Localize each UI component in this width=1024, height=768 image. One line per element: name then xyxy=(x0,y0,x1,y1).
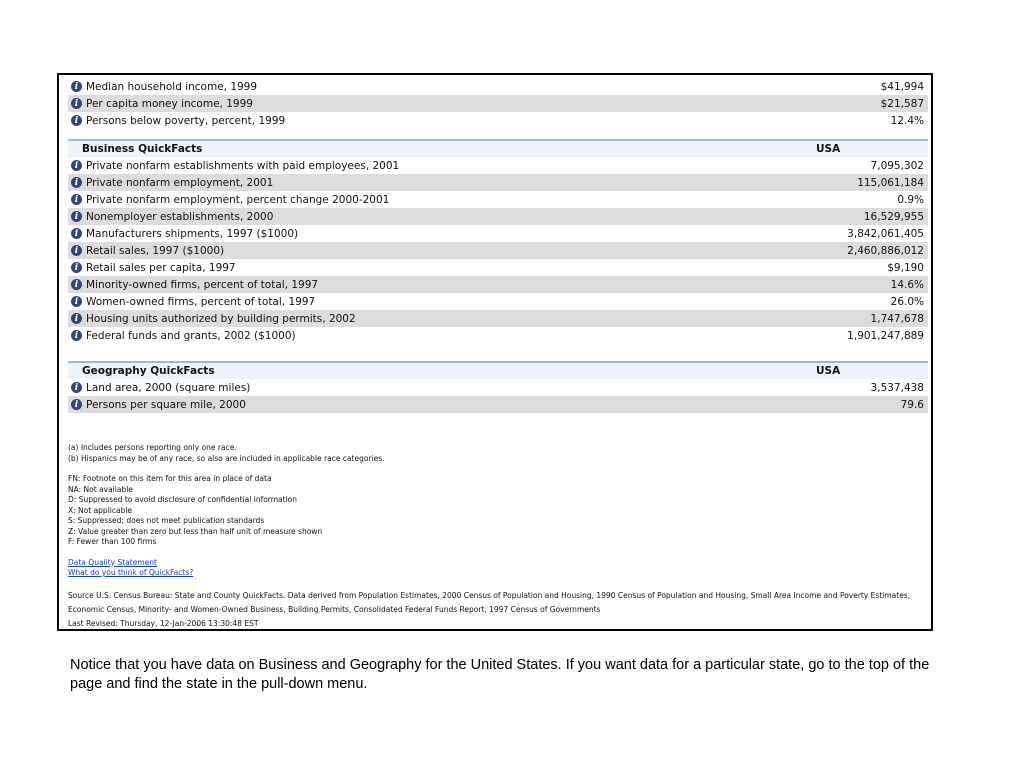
row-value: 79.6 xyxy=(900,398,924,411)
row-value: 12.4% xyxy=(890,114,924,127)
business-rows xyxy=(68,157,928,344)
row-value: 115,061,184 xyxy=(857,176,924,189)
table-row xyxy=(68,174,928,191)
table-row xyxy=(68,95,928,112)
row-value: 2,460,886,012 xyxy=(847,244,924,257)
note-line: NA: Not available xyxy=(68,484,133,494)
note-line: Z: Value greater than zero but less than half unit of measure shown xyxy=(68,526,323,536)
table-row xyxy=(68,310,928,327)
table-row xyxy=(68,78,928,95)
info-icon[interactable]: i xyxy=(71,313,82,324)
note-line: (a) Includes persons reporting only one race. xyxy=(68,443,237,452)
row-label: Persons per square mile, 2000 xyxy=(86,398,246,411)
info-icon[interactable]: i xyxy=(71,262,82,273)
table-row xyxy=(68,396,928,413)
source-line: Economic Census, Minority- and Women-Owned Business, Building Permits, Consolidated Federal Funds Report, 1997 Census of Governments xyxy=(68,604,601,614)
table-row xyxy=(68,157,928,174)
table-row xyxy=(68,225,928,242)
table-row xyxy=(68,112,928,129)
info-icon[interactable]: i xyxy=(71,296,82,307)
note-line: X: Not applicable xyxy=(68,505,133,515)
data-quality-statement-link[interactable]: Data Quality Statement xyxy=(68,557,157,567)
row-label: Persons below poverty, percent, 1999 xyxy=(86,114,286,127)
row-label: Land area, 2000 (square miles) xyxy=(86,381,251,394)
info-icon[interactable]: i xyxy=(71,160,82,171)
info-icon[interactable]: i xyxy=(71,245,82,256)
code-legend xyxy=(68,474,928,548)
row-value: 1,747,678 xyxy=(870,312,924,325)
info-icon[interactable]: i xyxy=(71,279,82,290)
feedback-link[interactable]: What do you think of QuickFacts? xyxy=(68,568,194,577)
table-row xyxy=(68,293,928,310)
info-icon[interactable]: i xyxy=(71,194,82,205)
info-icon[interactable]: i xyxy=(71,228,82,239)
row-value: 3,842,061,405 xyxy=(847,227,924,240)
business-quickfacts-header xyxy=(68,139,928,157)
table-row xyxy=(68,191,928,208)
table-row xyxy=(68,379,928,396)
info-icon[interactable]: i xyxy=(71,177,82,188)
info-icon[interactable]: i xyxy=(71,115,82,126)
note-line: (b) Hispanics may be of any race, so also are included in applicable race categories. xyxy=(68,453,385,463)
row-label: Retail sales per capita, 1997 xyxy=(86,261,236,274)
race-notes xyxy=(68,443,928,464)
row-label: Retail sales, 1997 ($1000) xyxy=(86,244,225,257)
info-icon[interactable]: i xyxy=(71,382,82,393)
geography-quickfacts-header xyxy=(68,361,928,379)
quickfacts-screenshot-frame xyxy=(57,73,933,631)
row-label: Minority-owned firms, percent of total, 1997 xyxy=(86,278,319,291)
section-title: Business QuickFacts xyxy=(82,143,203,155)
info-icon[interactable]: i xyxy=(71,330,82,341)
row-value: 14.6% xyxy=(890,278,924,291)
section-title: Geography QuickFacts xyxy=(82,365,215,377)
row-label: Private nonfarm establishments with paid employees, 2001 xyxy=(86,159,400,172)
note-line: F: Fewer than 100 firms xyxy=(68,537,157,546)
table-row xyxy=(68,327,928,344)
row-label: Per capita money income, 1999 xyxy=(86,97,253,110)
slide-caption: Notice that you have data on Business and Geography for the United States. If you want data for a particular state, go to the top of the page and find the state in the pull-down menu. xyxy=(70,657,930,692)
links xyxy=(68,558,928,579)
row-value: 0.9% xyxy=(897,193,924,206)
info-icon[interactable]: i xyxy=(71,81,82,92)
info-icon[interactable]: i xyxy=(71,211,82,222)
row-value: 16,529,955 xyxy=(863,210,924,223)
table-row xyxy=(68,208,928,225)
row-label: Private nonfarm employment, 2001 xyxy=(86,176,274,189)
table-row xyxy=(68,276,928,293)
footnotes xyxy=(68,443,928,631)
row-value: $41,994 xyxy=(880,80,924,93)
note-line: S: Suppressed; does not meet publication standards xyxy=(68,516,265,525)
source-line: Source U.S. Census Bureau: State and County QuickFacts. Data derived from Population Estimates, 2000 Census of Population and Housing, 1990 Census of Population and Housing, Small Area Income and Poverty Estimates, xyxy=(68,590,911,600)
row-value: $9,190 xyxy=(887,261,924,274)
row-value: 7,095,302 xyxy=(870,159,924,172)
row-label: Manufacturers shipments, 1997 ($1000) xyxy=(86,227,299,240)
column-header-usa: USA xyxy=(816,143,841,155)
row-label: Nonemployer establishments, 2000 xyxy=(86,210,274,223)
table-row xyxy=(68,242,928,259)
table-row xyxy=(68,259,928,276)
income-rows xyxy=(68,78,928,129)
quickfacts-table xyxy=(68,78,928,631)
row-value: 3,537,438 xyxy=(870,381,924,394)
row-label: Women-owned firms, percent of total, 1997 xyxy=(86,295,316,308)
row-value: $21,587 xyxy=(880,97,924,110)
row-label: Private nonfarm employment, percent change 2000-2001 xyxy=(86,193,390,206)
row-label: Median household income, 1999 xyxy=(86,80,258,93)
note-line: FN: Footnote on this item for this area in place of data xyxy=(68,474,272,483)
row-label: Federal funds and grants, 2002 ($1000) xyxy=(86,329,296,342)
info-icon[interactable]: i xyxy=(71,98,82,109)
last-revised: Last Revised: Thursday, 12-Jan-2006 13:30:48 EST xyxy=(68,618,259,628)
geography-rows xyxy=(68,379,928,413)
note-line: D: Suppressed to avoid disclosure of confidential information xyxy=(68,495,298,504)
info-icon[interactable]: i xyxy=(71,399,82,410)
row-value: 26.0% xyxy=(890,295,924,308)
row-value: 1,901,247,889 xyxy=(847,329,924,342)
column-header-usa: USA xyxy=(816,365,841,377)
row-label: Housing units authorized by building permits, 2002 xyxy=(86,312,356,325)
